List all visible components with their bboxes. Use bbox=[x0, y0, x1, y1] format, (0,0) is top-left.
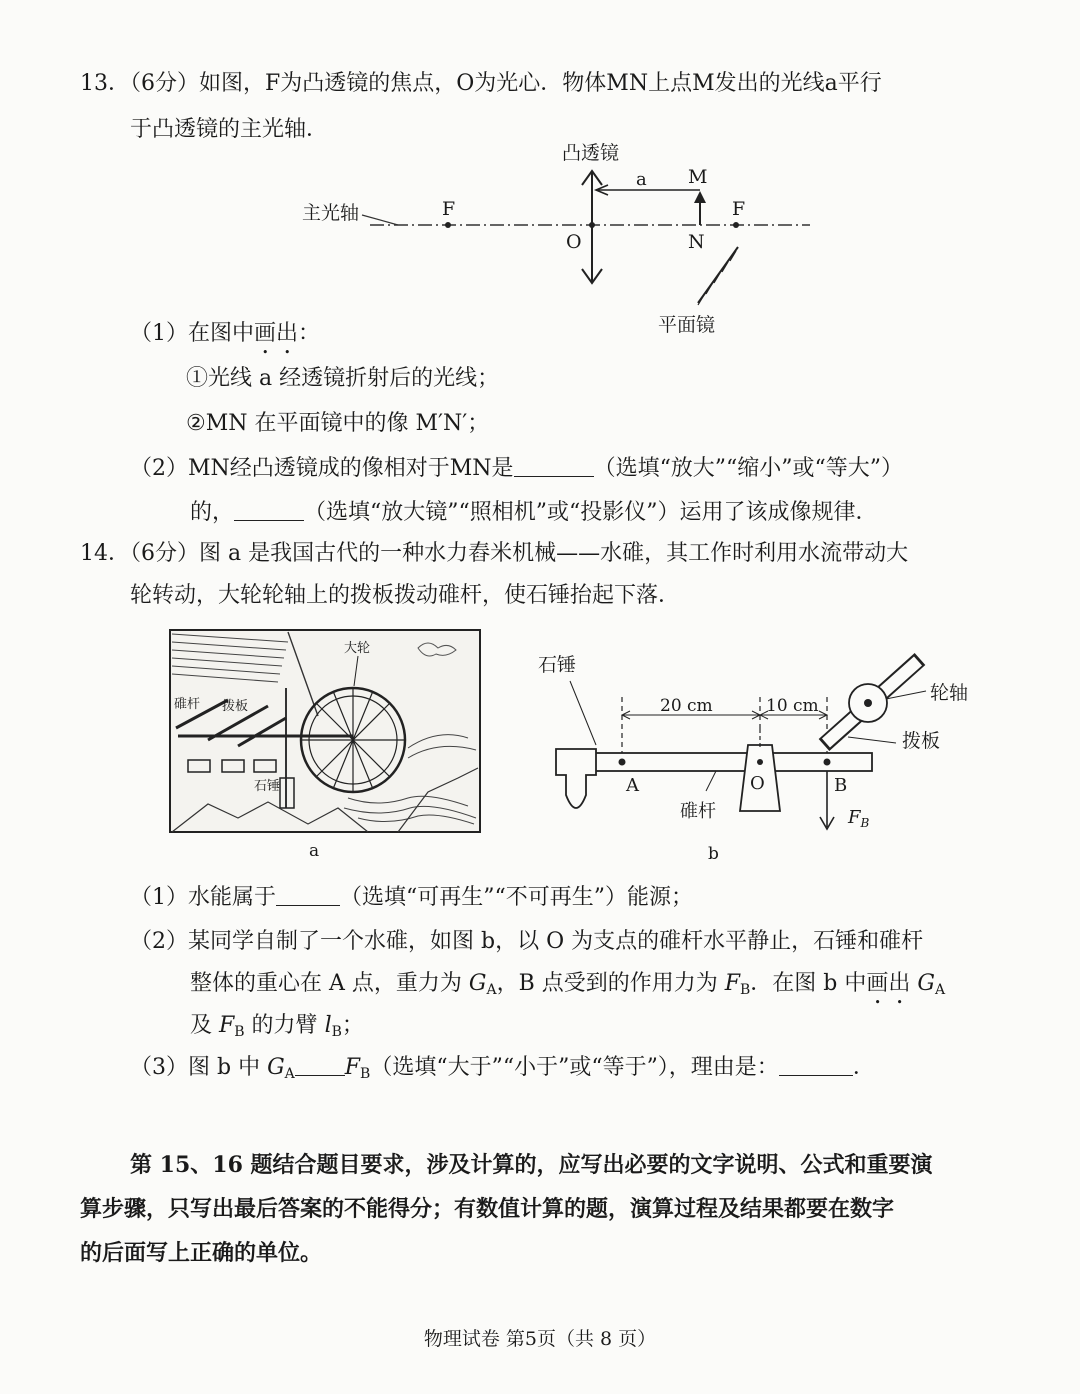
q14-p2-l3-text-a: 及 bbox=[190, 1013, 219, 1038]
q13-part2-text-c: 的， bbox=[190, 500, 235, 525]
ray-a-label: a bbox=[636, 169, 647, 190]
q14-fb-sub: B bbox=[740, 982, 751, 998]
mirror-label: 平面镜 bbox=[658, 314, 716, 336]
q14-p3-text-c: ． bbox=[852, 1055, 875, 1080]
dui-gan-label: 碓杆 bbox=[174, 697, 201, 712]
point-a bbox=[619, 759, 626, 766]
q14-p2-text-b: ，B 点受到的作用力为 bbox=[496, 971, 725, 996]
q14-stem-line1: 14．（6分）图 a 是我国古代的一种水力舂米机械——水碓，其工作时利用水流带动大 bbox=[80, 541, 909, 566]
q13-part1-emphasis: 画出 bbox=[254, 321, 299, 346]
figure-a-frame bbox=[170, 630, 480, 832]
shi-chui-label: 石锤 bbox=[254, 779, 281, 794]
force-fb-label: $F_B$ bbox=[848, 807, 870, 830]
point-m-label: M bbox=[688, 166, 708, 188]
q14-l3-fb-sub: B bbox=[234, 1024, 245, 1040]
point-n-label: N bbox=[688, 231, 705, 253]
q14-blank-3[interactable] bbox=[779, 1055, 853, 1076]
q14-p3-text-b: （选填“大于”“小于”或“等于”），理由是： bbox=[370, 1055, 779, 1080]
q13-part2-text-d: （选填“放大镜”“照相机”或“投影仪”）运用了该成像规律． bbox=[304, 500, 878, 525]
optical-center bbox=[589, 222, 595, 228]
q14-part1-text-a: （1）水能属于 bbox=[130, 885, 276, 910]
q14-figure-b bbox=[530, 645, 990, 870]
q14-p3-fb: F bbox=[344, 1055, 361, 1080]
q14-stem-line2: 轮转动，大轮轮轴上的拨板拨动碓杆，使石锤抬起下落． bbox=[130, 583, 681, 608]
shi-chui-label-b: 石锤 bbox=[538, 654, 577, 676]
q13-stem-line1: 13．（6分）如图，F为凸透镜的焦点，O为光心．物体MN上点M发出的光线a平行 bbox=[80, 71, 882, 96]
q14-ga2-sub: A bbox=[934, 982, 946, 998]
optical-center-label: O bbox=[566, 231, 582, 253]
axis-pointer bbox=[362, 215, 398, 225]
q13-blank-1[interactable] bbox=[514, 456, 594, 477]
q14-p3-ga-sub: A bbox=[284, 1066, 295, 1082]
focal-point-right bbox=[733, 222, 739, 228]
q13-stem-line2: 于凸透镜的主光轴． bbox=[130, 117, 329, 142]
bo-ban-label: 拨板 bbox=[222, 699, 249, 714]
point-o-label: O bbox=[750, 773, 765, 794]
q14-p3-text-a: （3）图 b 中 bbox=[130, 1055, 268, 1080]
q14-p3-ga: G bbox=[267, 1055, 285, 1080]
dui-gan-pointer bbox=[706, 771, 716, 791]
figure-a-caption: a bbox=[309, 841, 320, 861]
lens-label: 凸透镜 bbox=[562, 142, 620, 164]
q14-p2-text-c: ．在图 b 中 bbox=[750, 971, 867, 996]
q14-ga-sub: A bbox=[486, 982, 497, 998]
q14-lb-sub: B bbox=[331, 1024, 342, 1040]
lun-zhou-label: 轮轴 bbox=[930, 682, 969, 704]
dist-ao-label: 20 cm bbox=[660, 696, 713, 716]
q14-part2-line2 bbox=[190, 966, 945, 1009]
q14-fb: F bbox=[724, 971, 740, 996]
da-lun-label: 大轮 bbox=[344, 641, 371, 656]
q13-part1-pre: （1）在图中 bbox=[130, 321, 254, 346]
q14-part2-line1: （2）某同学自制了一个水碓，如图 b，以 O 为支点的碓杆水平静止，石锤和碓杆 bbox=[130, 929, 924, 954]
q14-part2-line3 bbox=[190, 1008, 364, 1040]
q14-part1 bbox=[130, 880, 693, 911]
q13-lens-diagram bbox=[290, 135, 830, 345]
q14-figure-a bbox=[168, 628, 484, 868]
figure-b-caption: b bbox=[708, 844, 719, 864]
q14-part3 bbox=[130, 1050, 875, 1082]
q13-blank-2[interactable] bbox=[234, 500, 304, 521]
shi-chui-pointer bbox=[570, 681, 596, 745]
dist-ob-label: 10 cm bbox=[766, 696, 819, 716]
q14-part1-text-b: （选填“可再生”“不可再生”）能源； bbox=[340, 885, 693, 910]
q14-p2-emphasis: 画出 bbox=[866, 971, 911, 996]
q14-ga2: G bbox=[910, 971, 935, 996]
point-a-label: A bbox=[626, 775, 639, 796]
q13-part2-line2 bbox=[190, 495, 878, 526]
q14-l3-fb: F bbox=[219, 1013, 235, 1038]
instruction-line2: 算步骤，只写出最后答案的不能得分；有数值计算的题，演算过程及结果都要在数字 bbox=[80, 1196, 895, 1222]
q14-ga: G bbox=[468, 971, 487, 996]
dui-gan-label-b: 碓杆 bbox=[680, 801, 716, 822]
stone-hammer-head bbox=[556, 749, 596, 808]
q14-p2-l3-text-c: ； bbox=[341, 1013, 364, 1038]
focal-label-right: F bbox=[732, 198, 746, 220]
bo-ban-pointer bbox=[848, 737, 896, 743]
fulcrum-point bbox=[757, 759, 763, 765]
q13-part2-line1 bbox=[130, 451, 903, 482]
q14-p2-text-a: 整体的重心在 A 点，重力为 bbox=[190, 971, 469, 996]
big-wheel-spokes bbox=[301, 688, 405, 792]
axis-label: 主光轴 bbox=[302, 202, 360, 224]
object-mn-arrowhead bbox=[694, 191, 706, 203]
q13-part2-text-a: （2）MN经凸透镜成的像相对于MN是 bbox=[130, 456, 514, 481]
plane-mirror bbox=[698, 247, 738, 303]
point-b-label: B bbox=[834, 775, 848, 796]
focal-label-left: F bbox=[442, 198, 456, 220]
point-b bbox=[824, 759, 831, 766]
q13-part1-a: ①光线 a 经透镜折射后的光线； bbox=[186, 366, 500, 391]
bo-ban-label-b: 拨板 bbox=[902, 730, 941, 752]
q13-part1 bbox=[130, 316, 320, 359]
q14-blank-1[interactable] bbox=[276, 885, 340, 906]
focal-point-left bbox=[445, 222, 451, 228]
q13-part2-text-b: （选填“放大”“缩小”或“等大”） bbox=[593, 456, 904, 481]
q14-p3-fb-sub: B bbox=[360, 1066, 371, 1082]
q14-lb: l bbox=[324, 1013, 332, 1038]
instruction-line1: 第 15、16 题结合题目要求，涉及计算的，应写出必要的文字说明、公式和重要演 bbox=[130, 1152, 933, 1178]
q14-blank-2[interactable] bbox=[295, 1055, 345, 1076]
instruction-line3: 的后面写上正确的单位。 bbox=[80, 1240, 323, 1266]
page-footer: 物理试卷 第5页（共 8 页） bbox=[423, 1328, 657, 1350]
q14-p2-l3-text-b: 的力臂 bbox=[244, 1013, 325, 1038]
q13-part1-b: ②MN 在平面镜中的像 M′N′； bbox=[186, 411, 490, 436]
q13-part1-post: ： bbox=[298, 321, 321, 346]
wheel-axle-center bbox=[864, 699, 872, 707]
